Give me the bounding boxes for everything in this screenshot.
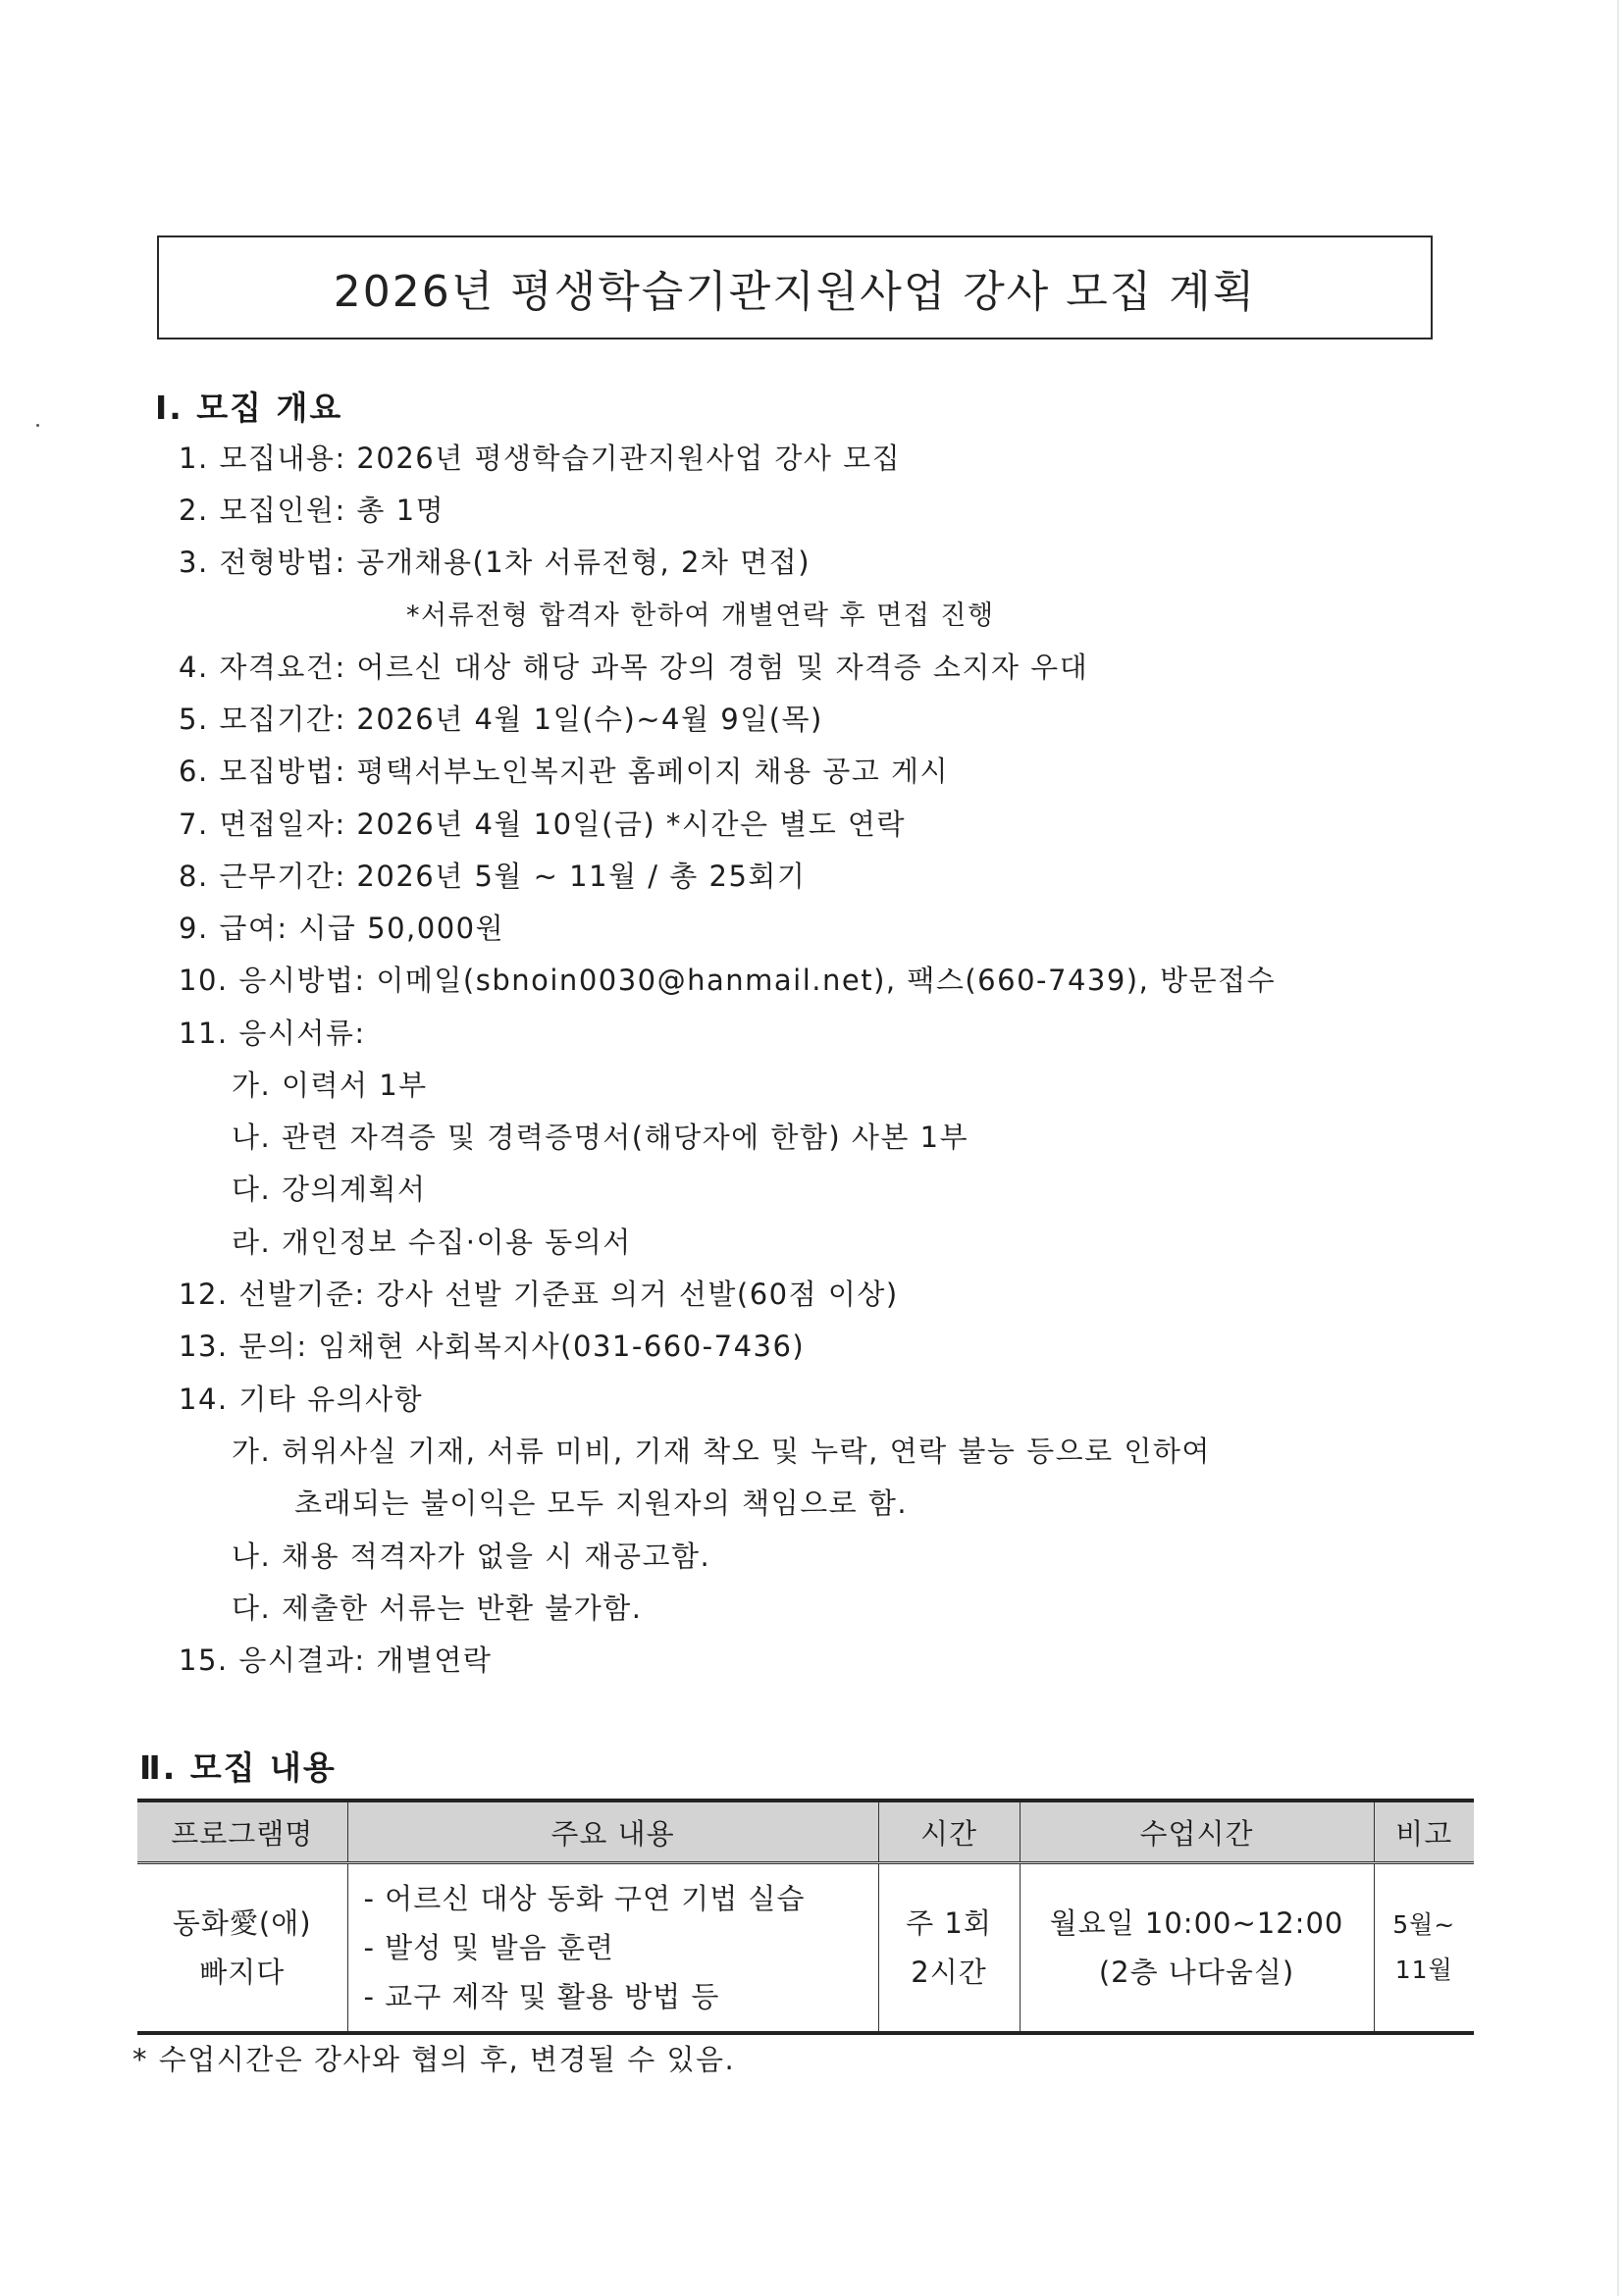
- content-line2: - 발성 및 발음 훈련: [363, 1931, 614, 1964]
- content-line3: - 교구 제작 및 활용 방법 등: [363, 1980, 720, 2013]
- header-program: 프로그램명: [137, 1800, 347, 1863]
- content-line1: - 어르신 대상 동화 구연 기법 실습: [363, 1882, 806, 1915]
- item-11-c: 다. 강의계획서: [232, 1173, 427, 1206]
- program-name-line2: 빠지다: [199, 1956, 286, 1989]
- cell-program: [137, 1863, 347, 2034]
- section1-heading: Ⅰ. 모집 개요: [155, 389, 343, 427]
- cell-schedule: [1020, 1863, 1374, 2034]
- cell-content: [347, 1863, 878, 2034]
- item-14-a: 가. 허위사실 기재, 서류 미비, 기재 착오 및 누락, 연락 불능 등으로 인하여: [232, 1435, 1211, 1468]
- item-6: 6. 모집방법: 평택서부노인복지관 홈페이지 채용 공고 게시: [179, 755, 950, 788]
- document-title: 2026년 평생학습기관지원사업 강사 모집 계획: [157, 235, 1433, 339]
- item-8: 8. 근무기간: 2026년 5월 ~ 11월 / 총 25회기: [179, 860, 807, 893]
- program-name-line1: 동화愛(애): [172, 1906, 312, 1940]
- item-14-c: 다. 제출한 서류는 반환 불가함.: [232, 1592, 643, 1625]
- header-time: 시간: [878, 1800, 1020, 1863]
- header-content: 주요 내용: [347, 1800, 878, 1863]
- item-14-b: 나. 채용 적격자가 없을 시 재공고함.: [232, 1539, 711, 1573]
- header-schedule: 수업시간: [1020, 1800, 1374, 1863]
- note-line2: 11월: [1394, 1956, 1453, 1984]
- item-14-a-cont: 초래되는 불이익은 모두 지원자의 책임으로 함.: [294, 1487, 909, 1520]
- table-row: [137, 1863, 1474, 2034]
- item-5: 5. 모집기간: 2026년 4월 1일(수)~4월 9일(목): [179, 703, 823, 736]
- item-12: 12. 선발기준: 강사 선발 기준표 의거 선발(60점 이상): [179, 1278, 899, 1311]
- item-11: 11. 응시서류:: [179, 1017, 366, 1050]
- table-footnote: * 수업시간은 강사와 협의 후, 변경될 수 있음.: [132, 2043, 736, 2076]
- item-11-d: 라. 개인정보 수집·이용 동의서: [232, 1226, 632, 1259]
- item-11-b: 나. 관련 자격증 및 경력증명서(해당자에 한함) 사본 1부: [232, 1121, 969, 1154]
- time-line1: 주 1회: [906, 1906, 992, 1940]
- cell-time: [878, 1863, 1020, 2034]
- item-9: 9. 급여: 시급 50,000원: [179, 912, 505, 945]
- table-header-row: [137, 1800, 1474, 1863]
- scan-edge: [1617, 0, 1619, 2296]
- item-3-note: *서류전형 합격자 한하여 개별연락 후 면접 진행: [406, 600, 995, 631]
- item-4: 4. 자격요건: 어르신 대상 해당 과목 강의 경험 및 자격증 소지자 우대: [179, 651, 1089, 684]
- note-line1: 5월~: [1392, 1910, 1456, 1939]
- item-14: 14. 기타 유의사항: [179, 1383, 424, 1416]
- item-15: 15. 응시결과: 개별연락: [179, 1644, 493, 1677]
- item-13: 13. 문의: 임채현 사회복지사(031-660-7436): [179, 1330, 806, 1363]
- schedule-line1: 월요일 10:00~12:00: [1049, 1906, 1344, 1940]
- schedule-line2: (2층 나다움실): [1098, 1956, 1295, 1989]
- item-1: 1. 모집내용: 2026년 평생학습기관지원사업 강사 모집: [179, 442, 902, 475]
- item-2: 2. 모집인원: 총 1명: [179, 494, 445, 527]
- item-10: 10. 응시방법: 이메일(sbnoin0030@hanmail.net), 팩스(660-7439), 방문접수: [179, 964, 1277, 997]
- program-table: [137, 1799, 1474, 2035]
- item-11-a: 가. 이력서 1부: [232, 1069, 428, 1102]
- time-line2: 2시간: [911, 1956, 987, 1989]
- header-note: 비고: [1374, 1800, 1474, 1863]
- cell-note: [1374, 1863, 1474, 2034]
- scan-speck: [36, 424, 39, 427]
- section2-heading: Ⅱ. 모집 내용: [139, 1748, 337, 1787]
- item-3: 3. 전형방법: 공개채용(1차 서류전형, 2차 면접): [179, 546, 812, 579]
- item-7: 7. 면접일자: 2026년 4월 10일(금) *시간은 별도 연락: [179, 808, 906, 841]
